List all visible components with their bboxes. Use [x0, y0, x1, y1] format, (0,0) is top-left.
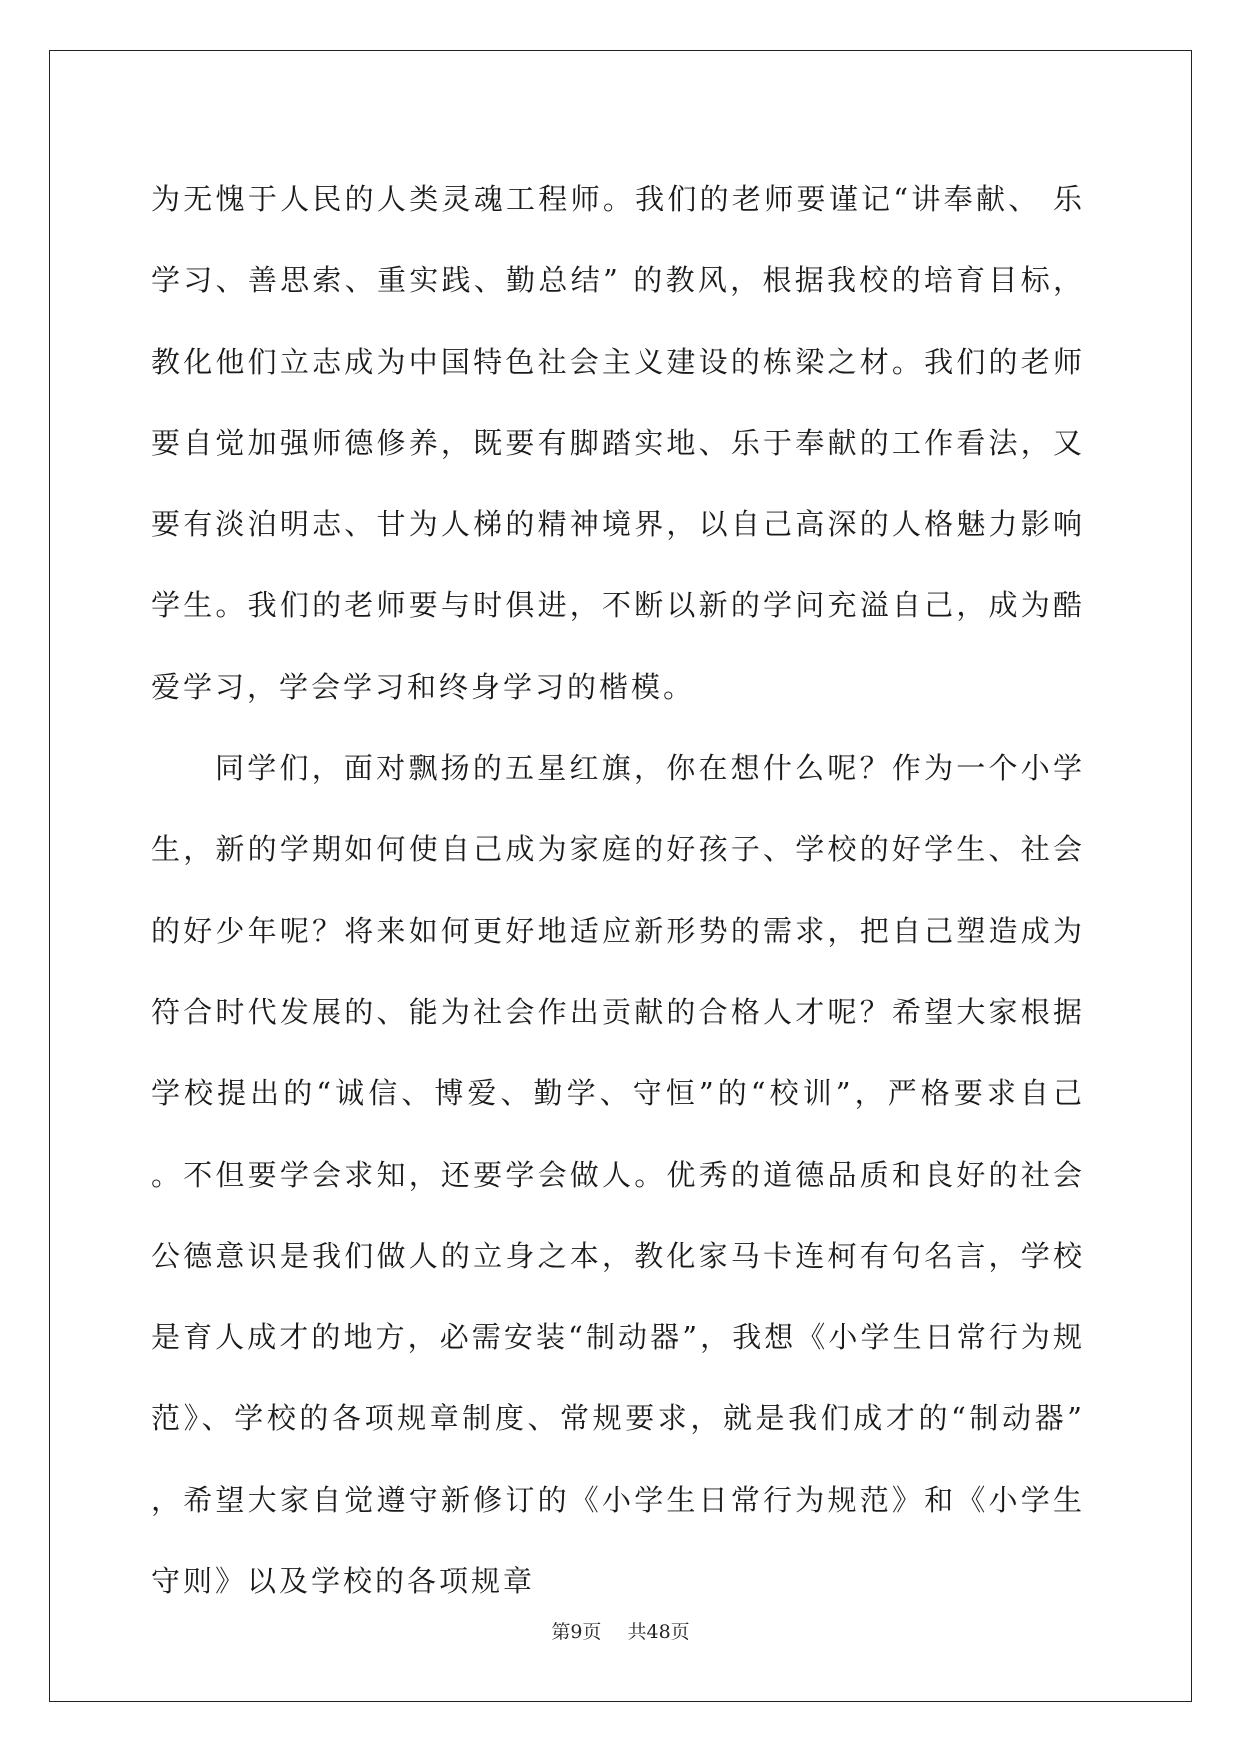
total-pages-label: 共48页 — [627, 1621, 690, 1643]
document-body — [151, 159, 1085, 1622]
paragraph-1: 为无愧于人民的人类灵魂工程师。我们的老师要谨记“讲奉献、 乐学习、善思索、重实践、勤总结” 的教风，根据我校的培育目标，教化他们立志成为中国特色社会主义建设的栋梁之材。我们的老师要自觉加强师德修养，既要有脚踏实地、乐于奉献的工作看法，又要有淡泊明志、甘为人梯的精神境界，以自己高深的人格魅力影响学生。我们的老师要与时俱进，不断以新的学问充溢自己，成为酷爱学习，学会学习和终身学习的楷模。 — [151, 182, 1085, 704]
page-footer — [0, 1620, 1241, 1644]
current-page-label: 第9页 — [551, 1621, 602, 1643]
paragraph-2: 同学们，面对飘扬的五星红旗，你在想什么呢？作为一个小学生，新的学期如何使自己成为家庭的好孩子、学校的好学生、社会的好少年呢？将来如何更好地适应新形势的需求，把自己塑造成为符合时代发展的、能为社会作出贡献的合格人才呢？希望大家根据学校提出的“诚信、博爱、勤学、守恒”的“校训”，严格要求自己。不但要学会求知，还要学会做人。优秀的道德品质和良好的社会公德意识是我们做人的立身之本，教化家马卡连柯有句名言，学校是育人成才的地方，必需安装“制动器”，我想《小学生日常行为规范》、学校的各项规章制度、常规要求，就是我们成才的“制动器”，希望大家自觉遵守新修订的《小学生日常行为规范》和《小学生守则》以及学校的各项规章 — [151, 751, 1085, 1599]
